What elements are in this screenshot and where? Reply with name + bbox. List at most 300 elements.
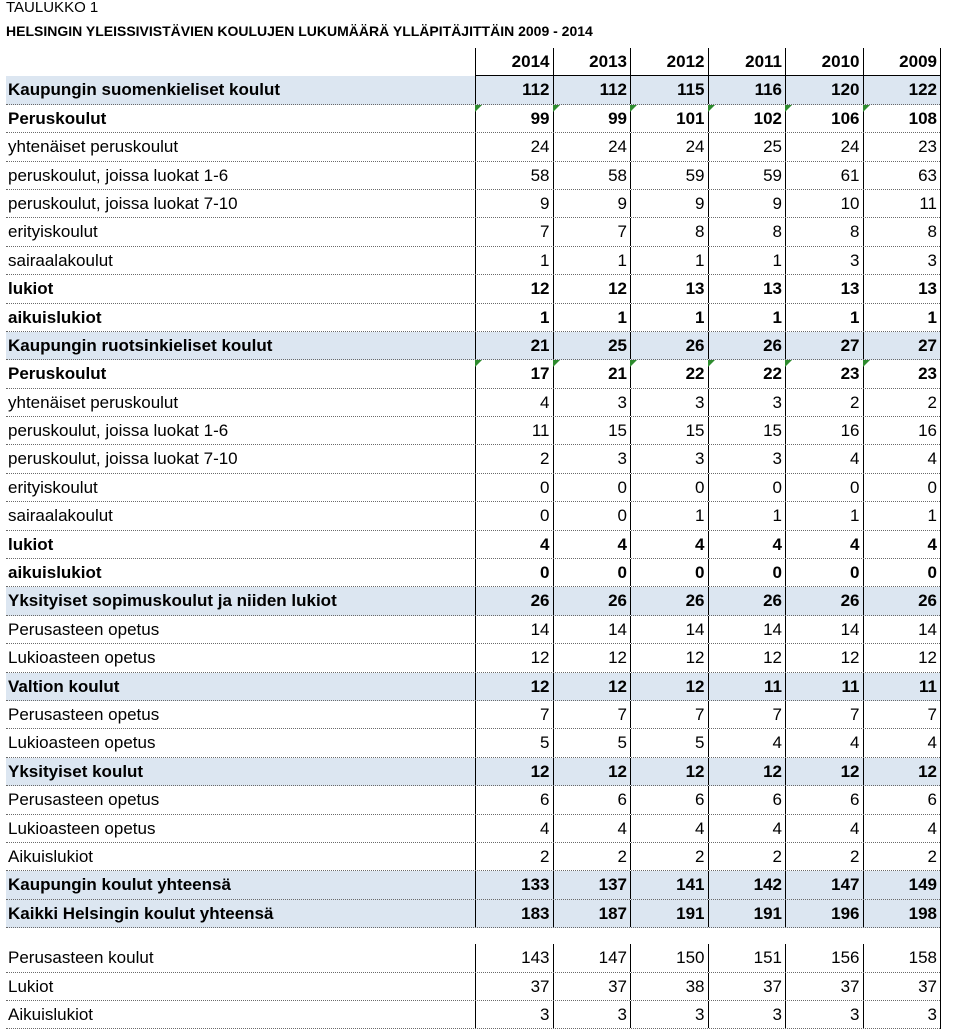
value-cell <box>785 531 863 558</box>
value-cell <box>708 76 786 103</box>
value-text: 1 <box>617 250 627 270</box>
value-text: 25 <box>763 137 782 157</box>
value-text: 7 <box>850 704 860 724</box>
value-text: 6 <box>772 790 782 810</box>
value-text: 12 <box>685 648 705 668</box>
value-cell <box>863 76 941 103</box>
value-text: 4 <box>772 818 782 838</box>
value-text: 12 <box>918 761 937 781</box>
value-cell <box>475 275 553 302</box>
value-cell <box>475 587 553 614</box>
value-cell <box>630 275 708 302</box>
value-text: 4 <box>927 733 937 753</box>
value-cell <box>863 786 941 813</box>
value-cell <box>863 105 941 132</box>
value-cell <box>785 944 863 971</box>
table-row <box>6 275 940 303</box>
value-cell <box>708 729 786 756</box>
value-cell <box>553 332 631 359</box>
row-label: aikuislukiot <box>8 563 102 583</box>
value-text: 7 <box>540 222 550 242</box>
value-cell <box>553 587 631 614</box>
value-cell <box>475 445 553 472</box>
value-text: 116 <box>754 80 782 100</box>
value-text: 3 <box>927 250 937 270</box>
value-cell <box>785 786 863 813</box>
table-row <box>6 673 940 701</box>
value-text: 12 <box>840 648 860 668</box>
value-cell <box>475 304 553 331</box>
value-text: 24 <box>530 137 550 157</box>
row-label: Perusasteen opetus <box>8 619 160 639</box>
value-text: 106 <box>831 108 860 128</box>
row-label: lukiot <box>8 534 54 554</box>
value-text: 147 <box>831 875 860 895</box>
value-cell <box>863 531 941 558</box>
value-cell <box>630 973 708 1000</box>
value-text: 5 <box>540 733 550 753</box>
table-row <box>6 133 940 161</box>
value-cell <box>475 218 553 245</box>
value-text: 11 <box>919 193 937 213</box>
value-text: 15 <box>685 421 705 441</box>
value-text: 27 <box>918 335 937 355</box>
row-label: peruskoulut, joissa luokat 1-6 <box>8 165 229 185</box>
value-cell <box>553 944 631 971</box>
value-cell <box>553 417 631 444</box>
value-cell <box>708 417 786 444</box>
value-cell <box>553 304 631 331</box>
table-header-row <box>6 48 940 76</box>
table-row <box>6 502 940 530</box>
value-text: 11 <box>841 676 860 696</box>
value-text: 4 <box>772 733 782 753</box>
value-cell <box>553 218 631 245</box>
table-row <box>6 973 940 1001</box>
value-text: 112 <box>599 80 627 100</box>
year-column-header: 2012 <box>630 48 708 75</box>
value-text: 37 <box>763 976 782 996</box>
row-label: Yksityiset sopimuskoulut ja niiden lukiot <box>8 591 337 611</box>
value-cell <box>630 133 708 160</box>
value-cell <box>785 701 863 728</box>
value-text: 149 <box>908 875 937 895</box>
value-cell <box>708 247 786 274</box>
table-row <box>6 247 940 275</box>
value-cell <box>708 701 786 728</box>
row-label: Peruskoulut <box>8 108 107 128</box>
value-text: 25 <box>608 335 627 355</box>
value-cell <box>785 587 863 614</box>
table-row <box>6 389 940 417</box>
value-cell <box>553 190 631 217</box>
value-cell <box>785 502 863 529</box>
value-cell <box>863 502 941 529</box>
value-text: 120 <box>831 80 860 100</box>
value-cell <box>708 445 786 472</box>
value-cell <box>630 360 708 387</box>
value-text: 1 <box>850 506 860 526</box>
value-text: 8 <box>695 222 705 242</box>
value-cell <box>475 843 553 870</box>
value-cell <box>863 1001 941 1028</box>
value-cell <box>708 843 786 870</box>
table-number-title: TAULUKKO 1 <box>6 0 99 16</box>
value-cell <box>785 304 863 331</box>
value-cell <box>785 559 863 586</box>
row-label: peruskoulut, joissa luokat 7-10 <box>8 193 238 213</box>
value-cell <box>708 900 786 927</box>
value-cell <box>708 673 786 700</box>
value-cell <box>863 360 941 387</box>
value-text: 59 <box>763 165 782 185</box>
value-text: 27 <box>840 335 860 355</box>
row-label: erityiskoulut <box>8 477 98 497</box>
value-cell <box>475 559 553 586</box>
value-text: 12 <box>918 648 937 668</box>
value-text: 13 <box>918 279 937 299</box>
value-cell <box>553 843 631 870</box>
table-row <box>6 360 940 388</box>
value-text: 108 <box>908 108 937 128</box>
table-row <box>6 701 940 729</box>
value-cell <box>863 616 941 643</box>
table-row <box>6 531 940 559</box>
value-text: 17 <box>530 364 550 384</box>
table-row <box>6 616 940 644</box>
value-text: 22 <box>685 364 705 384</box>
value-text: 15 <box>608 421 627 441</box>
value-text: 156 <box>831 948 860 968</box>
value-cell <box>863 944 941 971</box>
value-cell <box>630 445 708 472</box>
table-row <box>6 105 940 133</box>
value-cell <box>475 360 553 387</box>
row-label: Perusasteen koulut <box>8 948 154 968</box>
value-cell <box>630 871 708 898</box>
value-text: 4 <box>850 534 860 554</box>
value-text: 3 <box>695 449 705 469</box>
value-text: 191 <box>676 903 705 923</box>
table-row <box>6 587 940 615</box>
value-cell <box>475 973 553 1000</box>
value-text: 3 <box>695 1004 705 1024</box>
value-text: 0 <box>927 477 937 497</box>
row-label: aikuislukiot <box>8 307 102 327</box>
value-cell <box>475 76 553 103</box>
value-text: 0 <box>617 506 627 526</box>
value-text: 0 <box>927 563 937 583</box>
row-label: erityiskoulut <box>8 222 98 242</box>
value-text: 26 <box>685 591 705 611</box>
value-text: 99 <box>608 108 627 128</box>
value-cell <box>785 900 863 927</box>
value-cell <box>475 616 553 643</box>
value-text: 4 <box>850 449 860 469</box>
value-cell <box>708 332 786 359</box>
row-label: sairaalakoulut <box>8 506 113 526</box>
value-cell <box>630 218 708 245</box>
value-text: 9 <box>695 193 705 213</box>
value-text: 4 <box>850 733 860 753</box>
value-text: 22 <box>763 364 782 384</box>
value-text: 37 <box>530 976 550 996</box>
table-row <box>6 786 940 814</box>
value-text: 2 <box>695 846 705 866</box>
value-cell <box>785 360 863 387</box>
value-text: 5 <box>695 733 705 753</box>
value-cell <box>785 616 863 643</box>
value-cell <box>708 360 786 387</box>
value-text: 4 <box>540 534 550 554</box>
value-text: 2 <box>540 846 550 866</box>
value-cell <box>475 389 553 416</box>
value-text: 14 <box>840 619 860 639</box>
value-text: 6 <box>927 790 937 810</box>
value-text: 7 <box>772 704 782 724</box>
value-text: 37 <box>608 976 627 996</box>
value-cell <box>863 900 941 927</box>
value-cell <box>475 871 553 898</box>
value-text: 12 <box>530 761 550 781</box>
value-cell <box>553 360 631 387</box>
table-row <box>6 900 940 928</box>
value-cell <box>630 673 708 700</box>
value-cell <box>863 190 941 217</box>
value-cell <box>708 559 786 586</box>
value-text: 12 <box>530 676 550 696</box>
value-cell <box>553 729 631 756</box>
value-text: 3 <box>850 1004 860 1024</box>
table-row <box>6 815 940 843</box>
value-cell <box>708 275 786 302</box>
year-column-header: 2010 <box>785 48 863 75</box>
value-cell <box>785 973 863 1000</box>
value-cell <box>553 644 631 671</box>
value-text: 9 <box>617 193 627 213</box>
value-text: 7 <box>617 222 627 242</box>
value-text: 14 <box>530 619 550 639</box>
value-cell <box>785 1001 863 1028</box>
value-text: 26 <box>608 591 627 611</box>
table-row <box>6 304 940 332</box>
table-row <box>6 729 940 757</box>
value-text: 11 <box>531 421 550 441</box>
value-text: 141 <box>676 875 705 895</box>
value-text: 0 <box>540 506 550 526</box>
value-text: 13 <box>763 279 782 299</box>
value-cell <box>630 944 708 971</box>
value-text: 3 <box>772 392 782 412</box>
value-cell <box>785 105 863 132</box>
value-text: 23 <box>918 137 937 157</box>
value-text: 0 <box>540 477 550 497</box>
value-cell <box>863 389 941 416</box>
table-row <box>6 474 940 502</box>
value-text: 8 <box>850 222 860 242</box>
value-cell <box>785 644 863 671</box>
value-text: 3 <box>617 449 627 469</box>
value-cell <box>785 162 863 189</box>
value-cell <box>708 304 786 331</box>
cell-note-marker-icon <box>630 360 637 367</box>
value-text: 7 <box>540 704 550 724</box>
value-text: 1 <box>617 307 627 327</box>
value-text: 13 <box>840 279 860 299</box>
value-cell <box>863 729 941 756</box>
value-text: 4 <box>695 534 705 554</box>
value-text: 4 <box>927 818 937 838</box>
value-text: 3 <box>540 1004 550 1024</box>
value-text: 112 <box>522 80 550 100</box>
value-cell <box>475 332 553 359</box>
value-cell <box>553 701 631 728</box>
value-cell <box>785 218 863 245</box>
value-text: 2 <box>927 392 937 412</box>
value-cell <box>475 190 553 217</box>
value-cell <box>708 105 786 132</box>
value-text: 187 <box>598 903 627 923</box>
value-text: 6 <box>695 790 705 810</box>
value-text: 14 <box>685 619 705 639</box>
value-cell <box>785 815 863 842</box>
value-text: 12 <box>530 279 550 299</box>
value-cell <box>708 944 786 971</box>
row-label: Lukiot <box>8 976 54 996</box>
value-text: 4 <box>927 449 937 469</box>
table-row <box>6 944 940 972</box>
value-cell <box>630 900 708 927</box>
table-row <box>6 1001 940 1029</box>
value-text: 11 <box>764 676 782 696</box>
value-text: 12 <box>608 279 627 299</box>
value-text: 58 <box>608 165 627 185</box>
value-text: 0 <box>695 477 705 497</box>
value-text: 24 <box>840 137 860 157</box>
value-text: 2 <box>617 846 627 866</box>
value-text: 61 <box>840 165 860 185</box>
value-text: 21 <box>530 335 550 355</box>
table-row <box>6 644 940 672</box>
value-cell <box>708 786 786 813</box>
header-label-cell <box>6 48 475 76</box>
row-label: Kaupungin koulut yhteensä <box>8 875 231 895</box>
value-cell <box>708 587 786 614</box>
value-cell <box>863 247 941 274</box>
table-row <box>6 190 940 218</box>
value-text: 2 <box>927 846 937 866</box>
value-cell <box>553 502 631 529</box>
value-cell <box>863 218 941 245</box>
value-cell <box>630 786 708 813</box>
row-label: Kaikki Helsingin koulut yhteensä <box>8 903 274 923</box>
table-row <box>6 76 940 104</box>
value-cell <box>785 843 863 870</box>
value-cell <box>708 190 786 217</box>
value-text: 3 <box>850 250 860 270</box>
value-cell <box>785 275 863 302</box>
value-cell <box>553 616 631 643</box>
value-text: 26 <box>918 591 937 611</box>
value-cell <box>553 445 631 472</box>
cell-note-marker-icon <box>708 360 715 367</box>
value-text: 0 <box>617 563 627 583</box>
value-cell <box>553 559 631 586</box>
value-text: 8 <box>927 222 937 242</box>
value-text: 2 <box>540 449 550 469</box>
value-cell <box>475 1001 553 1028</box>
value-cell <box>785 190 863 217</box>
value-cell <box>863 673 941 700</box>
value-cell <box>475 502 553 529</box>
value-text: 1 <box>695 506 705 526</box>
value-cell <box>630 304 708 331</box>
value-cell <box>863 417 941 444</box>
value-text: 15 <box>763 421 782 441</box>
value-text: 0 <box>617 477 627 497</box>
value-cell <box>708 1001 786 1028</box>
cell-note-marker-icon <box>475 105 482 112</box>
value-cell <box>630 389 708 416</box>
value-text: 3 <box>772 449 782 469</box>
value-cell <box>863 559 941 586</box>
value-text: 4 <box>540 392 550 412</box>
value-text: 3 <box>927 1004 937 1024</box>
value-cell <box>708 389 786 416</box>
value-text: 3 <box>695 392 705 412</box>
value-text: 9 <box>540 193 550 213</box>
value-cell <box>863 133 941 160</box>
value-text: 9 <box>772 193 782 213</box>
cell-note-marker-icon <box>708 105 715 112</box>
row-label: Peruskoulut <box>8 364 107 384</box>
value-cell <box>475 900 553 927</box>
value-cell <box>630 105 708 132</box>
value-cell <box>475 133 553 160</box>
value-text: 63 <box>918 165 937 185</box>
value-text: 183 <box>521 903 550 923</box>
value-text: 115 <box>677 80 705 100</box>
value-cell <box>630 843 708 870</box>
value-text: 12 <box>685 761 705 781</box>
value-cell <box>785 445 863 472</box>
value-cell <box>708 644 786 671</box>
cell-note-marker-icon <box>785 360 792 367</box>
table-row <box>6 417 940 445</box>
row-label: Valtion koulut <box>8 676 120 696</box>
value-cell <box>475 673 553 700</box>
value-cell <box>708 162 786 189</box>
value-cell <box>863 587 941 614</box>
value-cell <box>553 76 631 103</box>
table-row <box>6 162 940 190</box>
value-cell <box>630 474 708 501</box>
value-text: 12 <box>763 761 782 781</box>
cell-note-marker-icon <box>863 360 870 367</box>
value-text: 143 <box>521 948 550 968</box>
table-row <box>6 445 940 473</box>
value-cell <box>475 815 553 842</box>
value-text: 0 <box>540 563 550 583</box>
value-text: 4 <box>850 818 860 838</box>
value-text: 12 <box>840 761 860 781</box>
value-text: 1 <box>772 250 782 270</box>
value-cell <box>475 944 553 971</box>
value-cell <box>630 758 708 785</box>
value-text: 24 <box>608 137 627 157</box>
cell-note-marker-icon <box>630 105 637 112</box>
table-row <box>6 758 940 786</box>
